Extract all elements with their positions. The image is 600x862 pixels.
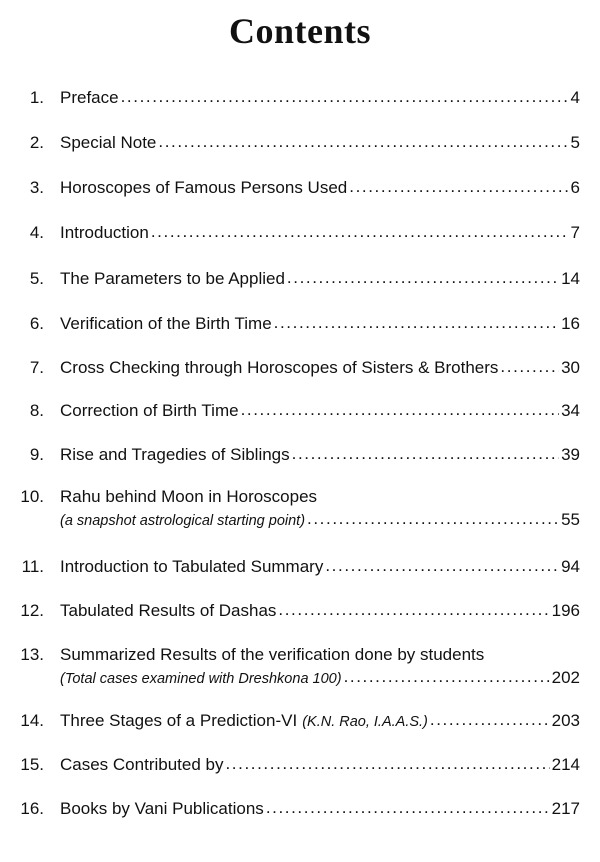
toc-number: 5. xyxy=(29,269,44,288)
toc-page-number: 30 xyxy=(561,358,580,377)
toc-number: 3. xyxy=(29,178,44,197)
toc-sublabel: (Total cases examined with Dreshkona 100) xyxy=(60,671,342,687)
toc-entry-summarized xyxy=(0,645,600,692)
dot-leader xyxy=(430,710,550,730)
toc-label: Rise and Tragedies of Siblings xyxy=(60,445,290,464)
toc-page-number: 7 xyxy=(570,223,580,242)
toc-page-number: 5 xyxy=(570,133,580,152)
toc-page-number: 217 xyxy=(551,799,580,818)
toc-page-number: 14 xyxy=(561,269,580,288)
toc-entry-rise-tragedies xyxy=(0,445,600,469)
toc-page-number: 202 xyxy=(551,668,580,687)
toc-number: 13. xyxy=(20,645,44,664)
toc-label: Cases Contributed by xyxy=(60,755,224,774)
toc-entry-horoscopes-famous xyxy=(0,178,600,202)
toc-number: 15. xyxy=(20,755,44,774)
toc-number: 2. xyxy=(29,133,44,152)
toc-page-number: 55 xyxy=(561,510,580,529)
toc-label: Introduction to Tabulated Summary xyxy=(60,557,324,576)
toc-number: 16. xyxy=(20,799,44,818)
dot-leader xyxy=(344,667,550,687)
toc-entry-parameters xyxy=(0,269,600,293)
dot-leader xyxy=(325,556,559,576)
toc-entry-tabulated-results xyxy=(0,601,600,625)
toc-number: 9. xyxy=(29,445,44,464)
toc-page-number: 203 xyxy=(551,711,580,730)
toc-entry-books-vani xyxy=(0,799,600,823)
toc-entry-cross-checking xyxy=(0,358,600,382)
toc-number: 8. xyxy=(29,401,44,420)
toc-label: Correction of Birth Time xyxy=(60,401,239,420)
toc-entry-special-note xyxy=(0,133,600,157)
dot-leader xyxy=(307,509,559,529)
toc-sublabel: (K.N. Rao, I.A.A.S.) xyxy=(302,714,428,730)
toc-label: Three Stages of a Prediction-VI xyxy=(60,711,298,730)
dot-leader xyxy=(287,268,559,288)
toc-number: 14. xyxy=(20,711,44,730)
toc-label: Introduction xyxy=(60,223,149,242)
page-title: Contents xyxy=(228,11,371,51)
dot-leader xyxy=(292,444,559,464)
toc-label: The Parameters to be Applied xyxy=(60,269,285,288)
toc-number: 1. xyxy=(29,88,44,107)
toc-sublabel: (a snapshot astrological starting point) xyxy=(60,513,306,529)
toc-label: Verification of the Birth Time xyxy=(60,314,272,333)
toc-entry-preface xyxy=(0,88,600,112)
toc-number: 10. xyxy=(20,487,44,506)
dot-leader xyxy=(121,87,569,107)
toc-number: 12. xyxy=(20,601,44,620)
toc-label: Rahu behind Moon in Horoscopes xyxy=(60,487,318,506)
toc-number: 11. xyxy=(21,557,44,576)
toc-label: Preface xyxy=(60,88,119,107)
dot-leader xyxy=(225,754,549,774)
toc-entry-three-stages xyxy=(0,711,600,735)
toc-entry-cases-contributed xyxy=(0,755,600,779)
toc-number: 6. xyxy=(29,314,44,333)
dot-leader xyxy=(158,132,568,152)
toc-entry-intro-tabulated xyxy=(0,557,600,581)
toc-page-number: 94 xyxy=(561,557,580,576)
dot-leader xyxy=(349,177,568,197)
toc-page-number: 4 xyxy=(570,88,580,107)
dot-leader xyxy=(278,600,549,620)
toc-page-number: 34 xyxy=(561,401,580,420)
toc-number: 7. xyxy=(29,358,44,377)
toc-page-number: 196 xyxy=(551,601,580,620)
toc-label: Summarized Results of the verification done by students xyxy=(60,645,485,664)
toc-label: Special Note xyxy=(60,133,157,152)
toc-page-number: 39 xyxy=(561,445,580,464)
toc-entry-verification xyxy=(0,314,600,338)
toc-page-number: 214 xyxy=(551,755,580,774)
toc-number: 4. xyxy=(29,223,44,242)
dot-leader xyxy=(241,400,560,420)
toc-entry-rahu-moon xyxy=(0,487,600,534)
toc-page-number: 6 xyxy=(570,178,580,197)
toc-label: Books by Vani Publications xyxy=(60,799,264,818)
toc-label: Tabulated Results of Dashas xyxy=(60,601,277,620)
dot-leader xyxy=(500,357,559,377)
dot-leader xyxy=(274,313,559,333)
dot-leader xyxy=(266,798,550,818)
toc-page-number: 16 xyxy=(561,314,580,333)
toc-label: Cross Checking through Horoscopes of Sisters & Brothers xyxy=(60,358,499,377)
toc-label: Horoscopes of Famous Persons Used xyxy=(60,178,348,197)
toc-entry-correction xyxy=(0,401,600,425)
dot-leader xyxy=(151,222,569,242)
toc-entry-introduction xyxy=(0,223,600,247)
